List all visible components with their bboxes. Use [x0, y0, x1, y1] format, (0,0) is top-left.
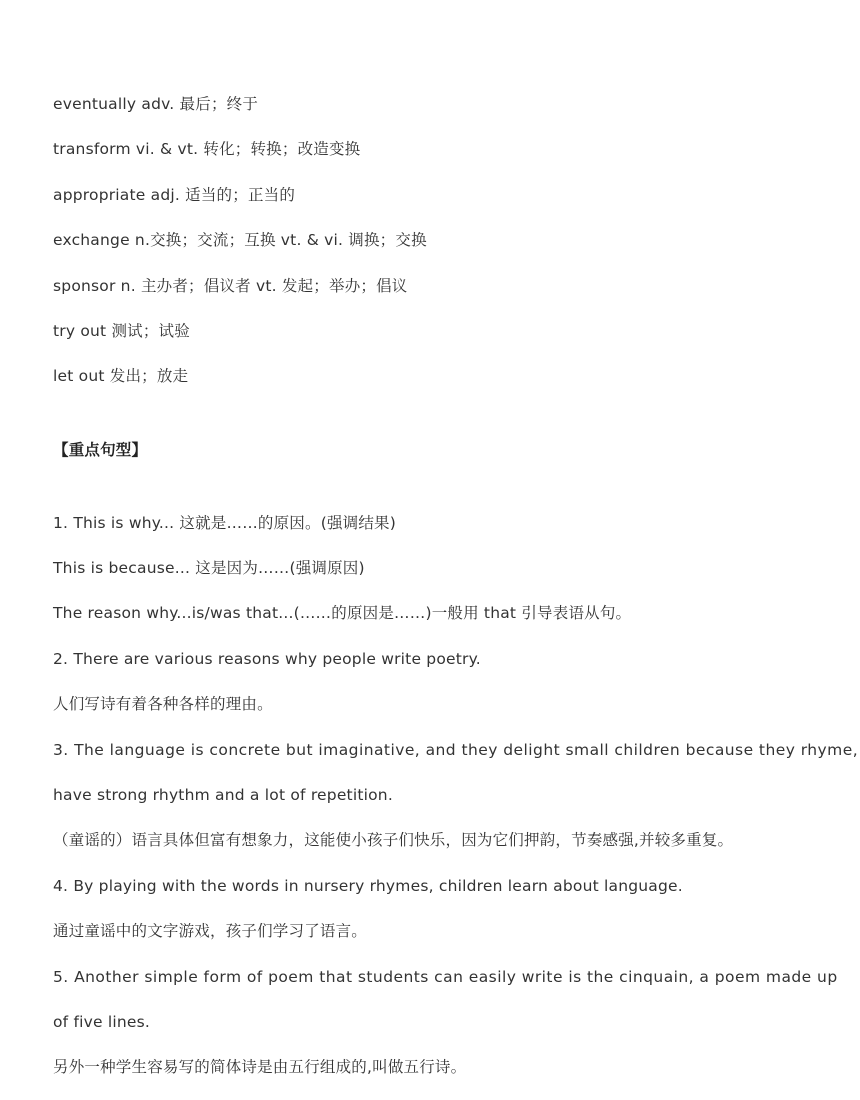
vocab-appropriate: appropriate adj. 适当的；正当的: [53, 186, 296, 204]
vocab-transform: transform vi. & vt. 转化；转换；改造变换: [53, 140, 361, 158]
sentence-5-line-1: 5. Another simple form of poem that students can easily write is the cinquain, a poem made up: [53, 968, 838, 986]
sentence-1-because: This is because... 这是因为……(强调原因): [53, 559, 365, 577]
sentence-3-line-2: have strong rhythm and a lot of repetition.: [53, 786, 393, 804]
sentence-2: 2. There are various reasons why people write poetry.: [53, 650, 481, 668]
sentence-4: 4. By playing with the words in nursery rhymes, children learn about language.: [53, 877, 683, 895]
sentence-3-translation: （童谣的）语言具体但富有想象力，这能使小孩子们快乐，因为它们押韵，节奏感强,并较多重复。: [53, 831, 734, 849]
section-heading: 【重点句型】: [53, 441, 148, 459]
sentence-4-translation: 通过童谣中的文字游戏，孩子们学习了语言。: [53, 922, 368, 940]
sentence-1: 1. This is why... 这就是……的原因。(强调结果): [53, 514, 396, 532]
sentence-5-line-2: of five lines.: [53, 1013, 151, 1031]
sentence-1-reason: The reason why...is/was that...(……的原因是……)一般用 that 引导表语从句。: [53, 604, 632, 622]
vocab-eventually: eventually adv. 最后；终于: [53, 95, 259, 113]
sentence-2-translation: 人们写诗有着各种各样的理由。: [53, 695, 273, 713]
vocab-try-out: try out 测试；试验: [53, 322, 190, 340]
sentence-5-translation: 另外一种学生容易写的简体诗是由五行组成的,叫做五行诗。: [53, 1058, 467, 1076]
vocab-exchange: exchange n.交换；交流；互换 vt. & vi. 调换；交换: [53, 231, 427, 249]
sentence-3-line-1: 3. The language is concrete but imaginative, and they delight small children because they rhyme,: [53, 741, 859, 759]
vocab-let-out: let out 发出；放走: [53, 367, 189, 385]
vocab-sponsor: sponsor n. 主办者；倡议者 vt. 发起；举办；倡议: [53, 277, 408, 295]
